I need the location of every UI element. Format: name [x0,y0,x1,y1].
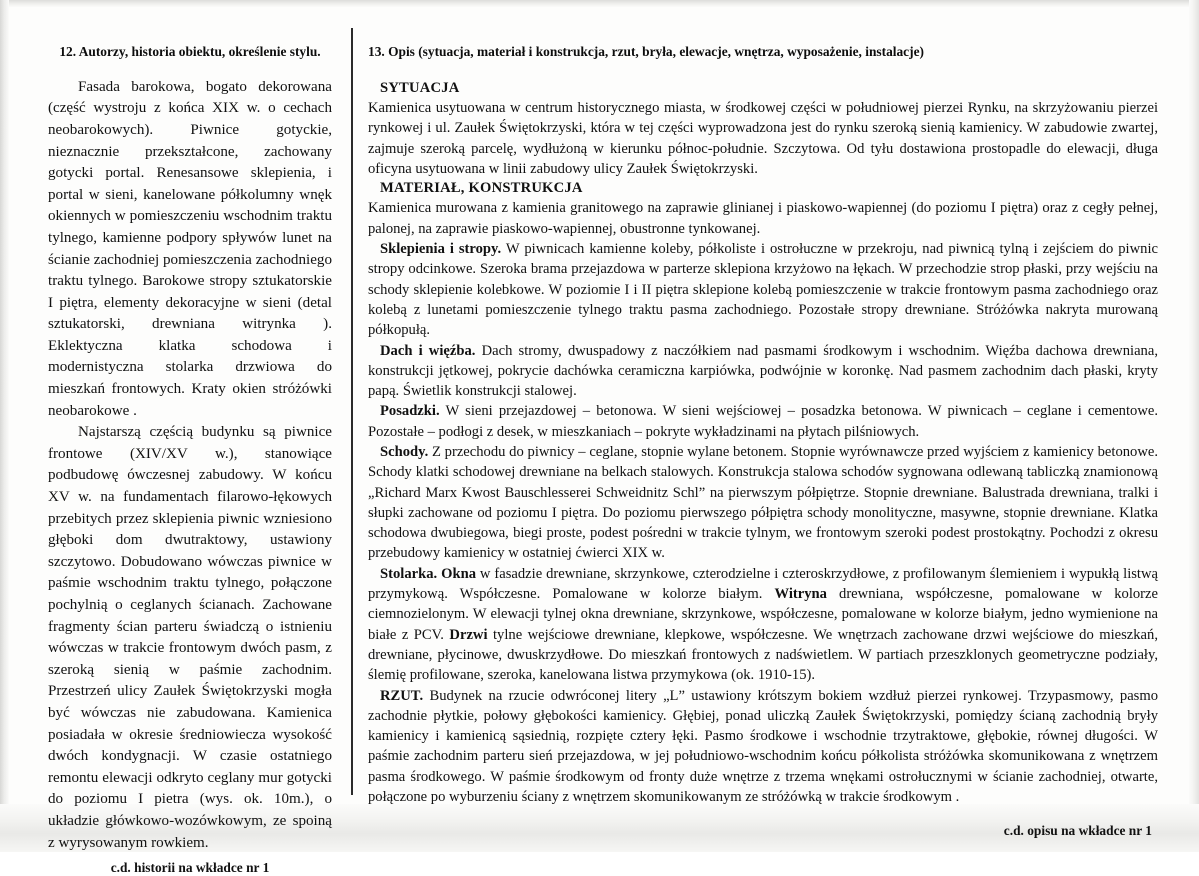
subsection-label-schody: Schody. [380,444,429,460]
subsection-label-stolarka-witryna: Witryna [774,586,827,603]
right-column [368,44,1158,839]
subsection-label-posadzki: Posadzki. [380,403,440,420]
subsection-text-posadzki: W sieni przejazdowej – betonowa. W sieni wejściowej – posadzka betonowa. W piwnicach – ceglane i cementowe. Pozostałe – podłogi z desek, w mieszkaniach – pokryte wykładzinami na płytach pilśniowych. [368,403,1158,440]
column-divider-rule [351,28,353,795]
left-column-continuation-note: c.d. historii na wkładce nr 1 [110,860,270,876]
subsection-text-stolarka-1: w fasadzie drewniane, skrzynkowe, czterodzielne i czteroskrzydłowe, z profilowanym ślemieniem i wypukłą listwą przymykową. Współczesne. Pomalowane w kolorze białym. [368,565,1158,603]
subsection-dach-i-wiezba [368,341,1158,402]
subsection-posadzki [368,401,1158,442]
right-column-continuation-note: c.d. opisu na wkładce nr 1 [1003,823,1152,839]
subsection-text-stolarka-2: drewniana, współczesne, pomalowane w kolorze ciemnozielonym. W elewacji tylnej okna drewniane, skrzynkowe, współczesne, pomalowane w kolorze białym, jedno wymienione na białe z PCV. [368,586,1159,643]
subsection-label-sklepienia-i-stropy: Sklepienia i stropy. [380,241,502,258]
right-column-heading: 13. Opis (sytuacja, materiał i konstrukcja, rzut, bryła, elewacje, wnętrza, wyposażenie, instalacje) [368,44,924,59]
subsection-text-rzut: Budynek na rzucie odwróconej litery „L” ustawiony krótszym bokiem wzdłuż pierzei rynkowej. Trzypasmowy, pasmo zachodnie płytkie, połowy głębokości kamienicy. Głębiej, ponad uliczką Zaułek Świętokrzyski, pomiędzy ścianą zachodnią bryły kamienicy i kamienicą sąsiednią, rozpięte cztery łęki. Pasmo środkowe i wschodnie trzytraktowe, głębokie, równej długości. W paśmie zachodnim parteru sień przejazdowa, w jej południowo-wschodnim końcu półkolista stróżówka skomunikowana z wnętrzem pasma środkowego. W paśmie środkowym od fronty duże wnętrze z trzema wnękami ostrołucznymi w ścianie zachodniej, otwarte, połączone po wyburzeniu ściany z wnętrzem skomunikowanym ze stróżówką w trakcie środkowym . [368,687,1158,806]
section-title-material-konstrukcja: MATERIAŁ, KONSTRUKCJA [380,180,583,197]
subsection-text-sklepienia-i-stropy: W piwnicach kamienne koleby, półkoliste i ostrołuczne w przekroju, nad piwnicą tylną i zejściem do piwnic stropy odcinkowe. Szeroka brama przejazdowa w parterze sklepiona krzyżowo na łękach. W przechodzie strop płaski, przy wejściu na schody sklepienie kolebkowe. W poziomie I i II piętra sklepione kolebą pomieszczenie w trakcie frontowym pasma zachodniego oraz kolebą z lunetami pomieszczenie tylnego traktu pasma zachodniego. Pozostałe stropy drewniane. Stróżówka nakryta murowaną półkopułą. [368,241,1158,339]
section-body-sytuacja: Kamienica usytuowana w centrum historycznego miasta, w środkowej części w południowej pierzei Rynku, na skrzyżowaniu pierzei rynkowej i ul. Zaułek Świętokrzyski, która w tej części wyprowadzona jest do rynku szeroką sienią kamienicy. W zabudowie zwartej, zajmuje szeroką parcelę, wydłużoną w kierunku północ-południe. Szczytowa. Od tyłu dostawiona prostopadle do elewacji, długa oficyna usytuowana w linii zabudowy ulicy Zaułek Świętokrzyski. [368,100,1158,177]
section-body-material-konstrukcja: Kamienica murowana z kamienia granitowego na zaprawie glinianej i piaskowo-wapiennej (do poziomu I piętra) oraz z cegły pełnej, palonej, na zaprawie piaskowo-wapiennej, obustronne tynkowanej. [368,200,1158,237]
history-paragraph-1: Fasada barokowa, bogato dekorowana (część wystroju z końca XIX w. o cechach neobarokowych). Piwnice gotyckie, nieznacznie przekształcone, zachowany gotycki portal. Renesansowe sklepienia, i portal w sieni, kanelowane półkolumny wnęk okiennych w pomieszczeniu wschodnim traktu tylnego, kamienne podpory spływów lunet na ścianie zachodniej pomieszczenia zachodniego traktu tylnego. Barokowe stropy sztukatorskie I piętra, elementy dekoracyjne w sieni (detal sztukatorski, drewniana witrynka ). Eklektyczna klatka schodowa i modernistyczna stolarka drzwiowa do mieszkań frontowych. Kraty okien stróżówki neobarokowe . [48,78,332,419]
subsection-label-stolarka-okna: Okna [441,565,476,582]
subsection-text-stolarka-3: tylne wejściowe drewniane, klepkowe, współczesne. We wnętrzach zachowane drzwi wejściowe do mieszkań, drewniane, płycinowe, dwuskrzydłowe. Do mieszkań frontowych z nadświetlem. W partiach przeszklonych geometryczne podziały, ślemię profilowane, szeroka, kanelowana listwa przymykowa (ok. 1910-15). [368,626,1158,684]
history-paragraph-2: Najstarszą częścią budynku są piwnice frontowe (XIV/XV w.), stanowiące podbudowę ówczesnej zabudowy. W końcu XV w. na fundamentach filarowo-łękowych przebitych przez sklepienia piwnic wzniesiono głęboki dom dwutraktowy, ustawiony szczytowo. Dobudowano wówczas piwnice w paśmie wschodnim traktu tylnego, połączone pochylnią o ceglanych ścianach. Zachowane fragmenty ścian parteru świadczą o istnieniu wówczas w trakcie frontowym dwóch pasm, z szeroką sienią w paśmie zachodnim. Przestrzeń ulicy Zaułek Świętokrzyski mogła być wówczas nie zabudowana. Kamienica posiadała w okresie średniowiecza wysokość dwóch kondygnacji. W czasie ostatniego remontu elewacji odkryto ceglany mur gotycki do poziomu I pietra (wys. ok. 10m.), o układzie główkowo-wozówkowym, ze spoiną z wyrysowanym rowkiem. [48,424,332,851]
subsection-text-dach-i-wiezba: Dach stromy, dwuspadowy z naczółkiem nad pasmami środkowym i wschodnim. Więźba dachowa drewniana, konstrukcji jętkowej, pokrycie dachówka ceramiczna karpiówka, podwójnie w koronkę. Nad pasmem zachodnim dach płaski, kryty papą. Świetlik konstrukcji stalowej. [368,342,1158,400]
subsection-text-schody: Z przechodu do piwnicy – ceglane, stopnie wylane betonem. Stopnie wyrównawcze przed wyjściem z kamienicy betonowe. Schody klatki schodowej drewniane na belkach stalowych. Konstrukcja stalowa schodów sygnowana odlewaną tabliczką znamionową „Richard Marx Kwost Bauschlesserei Schweidnitz Schl” na pierwszym półpiętrze. Stopnie drewniane. Balustrada drewniana, tralki i słupki zachowane od poziomu I piętra. Do poziomu pierwszego półpiętra schody monolityczne, masywne, stopnie drewniane. Klatka schodowa dwubiegowa, biegi proste, podest pośredni w trakcie tylnym, we frontowym szeroki podest prostokątny. Pochodzi z okresu przebudowy kamienicy w ostatniej ćwierci XIX w. [368,444,1158,562]
left-column [48,44,332,876]
subsection-rzut [368,686,1158,808]
subsection-label-stolarka: Stolarka. [380,565,438,582]
subsection-stolarka [368,564,1158,686]
section-title-sytuacja: SYTUACJA [380,79,460,96]
subsection-sklepienia-i-stropy [368,239,1158,340]
left-column-heading: 12. Autorzy, historia obiektu, określenie stylu. [59,44,321,59]
subsection-label-dach-i-wiezba: Dach i więźba. [380,342,476,359]
subsection-label-rzut: RZUT. [380,687,424,704]
subsection-label-stolarka-drzwi: Drzwi [449,626,488,643]
subsection-schody [368,442,1158,564]
